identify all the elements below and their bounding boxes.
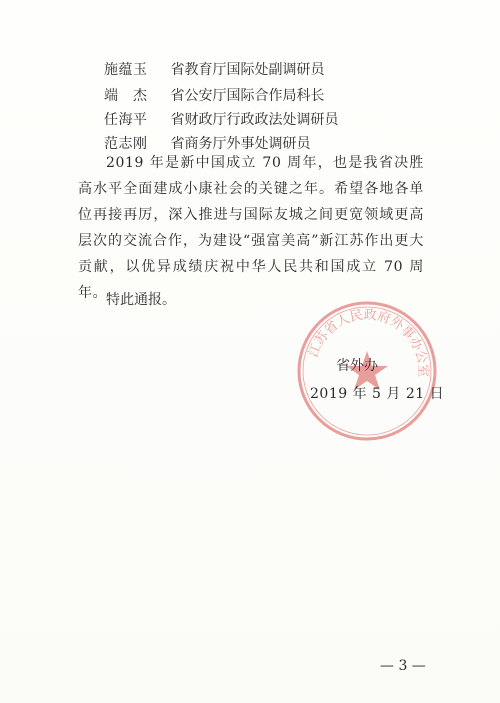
body-paragraph: 2019 年是新中国成立 70 周年，也是我省决胜高水平全面建成小康社会的关键之年。希望各地各单位再接再厉，深入推进与国际友城之间更宽领域更高层次的交流合作，为建设“强富美高”新江苏作出更大贡献，以优异成绩庆祝中华人民共和国成立 70 周年。 [78, 155, 424, 301]
person-name: 端 杰 [104, 88, 148, 104]
person-title: 省教育厅国际处副调研员 [170, 62, 325, 78]
person-name: 任海平 [104, 112, 148, 128]
svg-text:江苏省人民政府外事办公室: 江苏省人民政府外事办公室 [306, 307, 431, 378]
closing-line: 特此通报。 [106, 292, 176, 308]
person-name: 范志刚 [104, 136, 148, 152]
personnel-row [104, 110, 338, 130]
personnel-row [104, 60, 324, 80]
issue-date: 2019 年 5 月 21 日 [310, 386, 445, 402]
issuer-name: 省外办 [336, 358, 378, 374]
person-title: 省商务厅外事处调研员 [170, 136, 311, 152]
person-name: 施蕴玉 [104, 62, 148, 78]
person-title: 省财政厅行政政法处调研员 [170, 112, 339, 128]
page-number: — 3 — [380, 658, 426, 674]
personnel-row [104, 86, 324, 106]
person-title: 省公安厅国际合作局科长 [170, 88, 325, 104]
